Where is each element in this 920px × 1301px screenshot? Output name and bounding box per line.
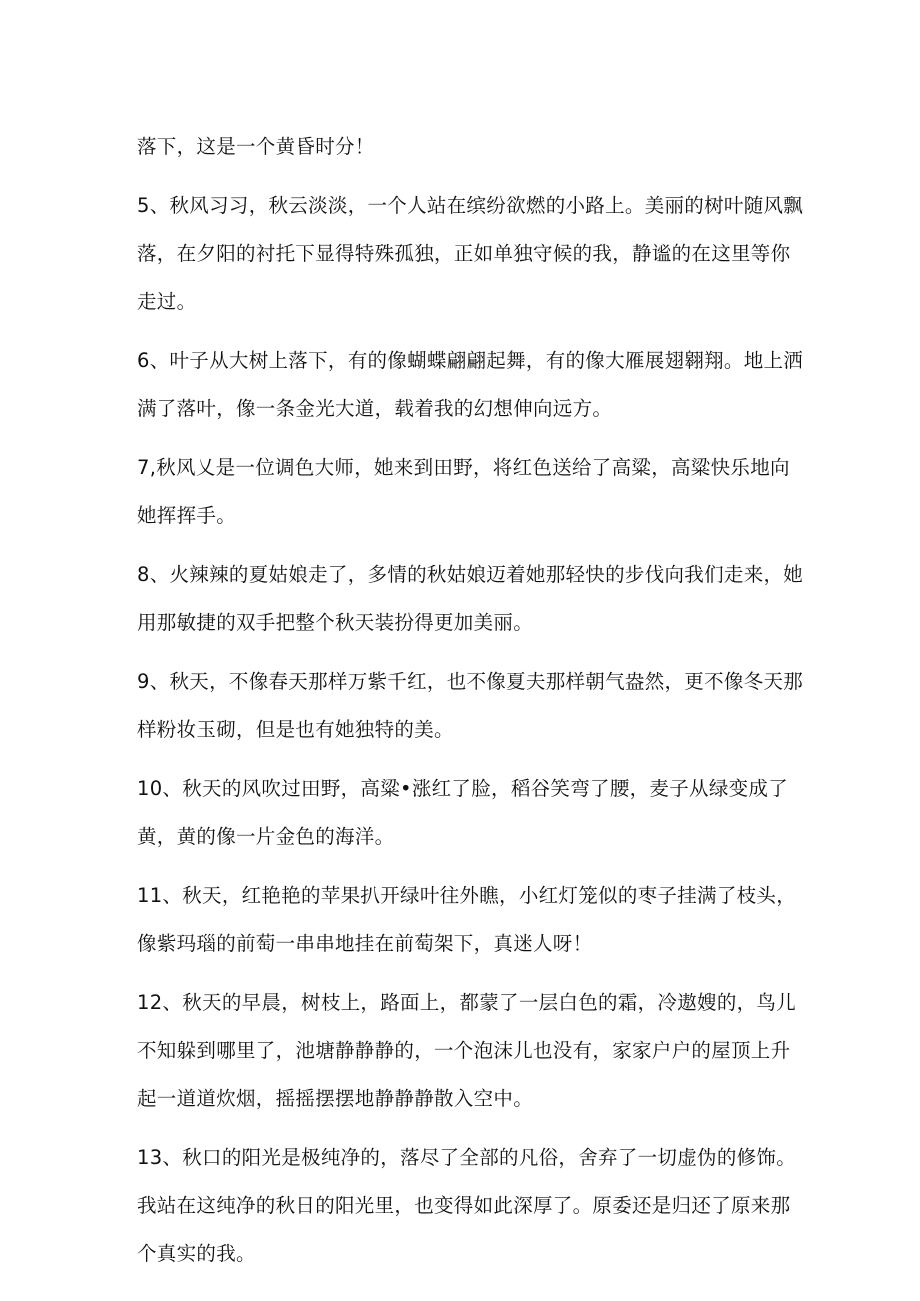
paragraph-item-5: 5、秋风习习，秋云淡淡，一个人站在缤纷欲燃的小路上。美丽的树叶随风飘落，在夕阳的衬托下显得特殊孤独，正如单独守候的我，静谧的在这里等你走过。 xyxy=(137,194,804,313)
paragraph-item-13: 13、秋口的阳光是极纯净的，落尽了全部的凡俗，舍弃了一切虚伪的修饰。我站在这纯净的秋日的阳光里，也变得如此深厚了。原委还是归还了原来那个真实的我。 xyxy=(137,1146,797,1265)
paragraph-item-7: 7,秋风乂是一位调色大师，她来到田野，将红色送给了高粱，高粱快乐地向她挥挥手。 xyxy=(137,456,790,527)
paragraph-item-11: 11、秋天，红艳艳的苹果扒开绿叶往外瞧，小红灯笼似的枣子挂满了枝头，像紫玛瑙的前萄一串串地挂在前萄架下，真迷人呀！ xyxy=(137,884,797,955)
document-body xyxy=(137,123,807,1289)
paragraph-item-8: 8、火辣辣的夏姑娘走了，多情的秋姑娘迈着她那轻快的步伐向我们走来，她用那敏捷的双手把整个秋天装扮得更加美丽。 xyxy=(137,563,804,634)
paragraph-item-10: 10、秋天的风吹过田野，高粱•涨红了脸，稻谷笑弯了腰，麦子从绿变成了黄，黄的像一片金色的海洋。 xyxy=(137,777,789,848)
paragraph-item-9: 9、秋天，不像春天那样万紫千红，也不像夏夫那样朝气盎然，更不像冬天那样粉妆玉砌，但是也有她独特的美。 xyxy=(137,670,804,741)
paragraph-item-6: 6、叶子从大树上落下，有的像蝴蝶翩翩起舞，有的像大雁展翅翱翔。地上洒满了落叶，像一条金光大道，载着我的幻想伸向远方。 xyxy=(137,349,804,420)
paragraph-continuation: 落下，这是一个黄昏时分！ xyxy=(137,135,375,158)
paragraph-item-12: 12、秋天的早晨，树枝上，路面上，都蒙了一层白色的霜，冷遨嫂的，鸟儿不知躲到哪里了，池塘静静静的，一个泡沫儿也没有，家家户户的屋顶上升起一道道炊烟，摇摇摆摆地静静静散入空中。 xyxy=(137,991,797,1110)
